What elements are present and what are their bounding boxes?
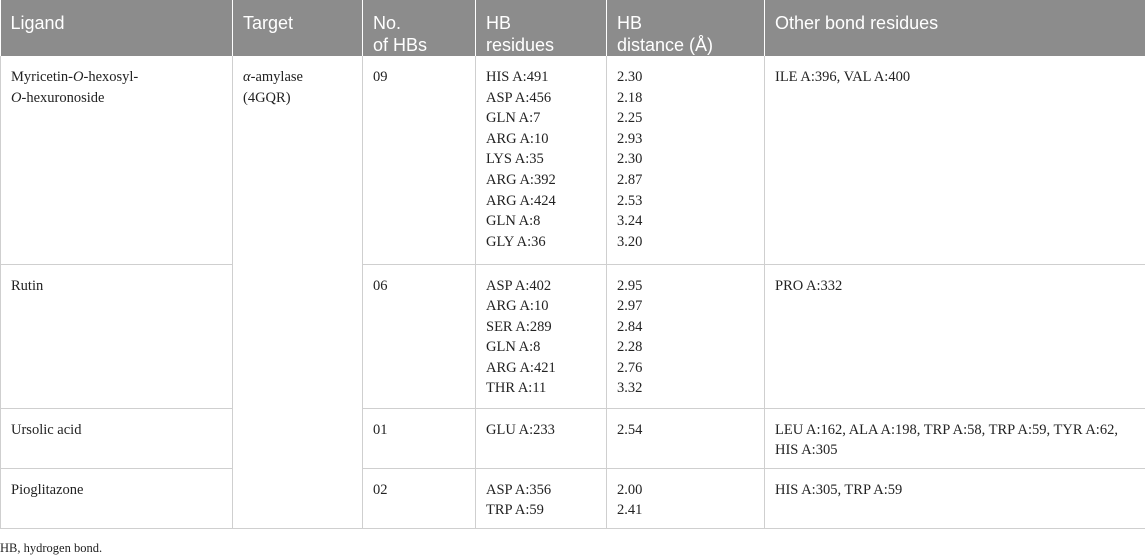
ligand-cell: Myricetin-O-hexosyl- O-hexuronoside (1, 56, 233, 264)
hbs-count-cell: 09 (363, 56, 476, 264)
other-bond-residues-cell: ILE A:396, VAL A:400 (765, 56, 1145, 264)
hb-residues-cell: HIS A:491 ASP A:456 GLN A:7 ARG A:10 LYS A:35 ARG A:392 ARG A:424 GLN A:8 GLY A:36 (476, 56, 607, 264)
hb-residues-cell: ASP A:356 TRP A:59 (476, 468, 607, 528)
hb-distance-cell: 2.00 2.41 (607, 468, 765, 528)
table-row (1, 56, 1145, 264)
table-row (1, 408, 1145, 468)
hb-distance-cell: 2.54 (607, 408, 765, 468)
ligand-cell: Pioglitazone (1, 468, 233, 528)
hbs-count-cell: 01 (363, 408, 476, 468)
target-cell: α-amylase (4GQR) (233, 56, 363, 528)
header-hb-residues: HB residues (476, 0, 607, 56)
ligand-cell: Ursolic acid (1, 408, 233, 468)
hb-distance-cell: 2.95 2.97 2.84 2.28 2.76 3.32 (607, 264, 765, 408)
header-hb-distance: HB distance (Å) (607, 0, 765, 56)
other-bond-residues-cell: PRO A:332 (765, 264, 1145, 408)
table-footnote: HB, hydrogen bond. (0, 541, 103, 555)
header-ligand: Ligand (1, 0, 233, 56)
hb-distance-cell: 2.30 2.18 2.25 2.93 2.30 2.87 2.53 3.24 3.20 (607, 56, 765, 264)
hb-residues-cell: ASP A:402 ARG A:10 SER A:289 GLN A:8 ARG A:421 THR A:11 (476, 264, 607, 408)
hb-residues-cell: GLU A:233 (476, 408, 607, 468)
ligand-cell: Rutin (1, 264, 233, 408)
hbs-count-cell: 02 (363, 468, 476, 528)
table-row (1, 264, 1145, 408)
header-target: Target (233, 0, 363, 56)
table-header-row (1, 0, 1145, 56)
header-other-bond-residues: Other bond residues (765, 0, 1145, 56)
other-bond-residues-cell: HIS A:305, TRP A:59 (765, 468, 1145, 528)
header-number-of-hbs: No. of HBs (363, 0, 476, 56)
other-bond-residues-cell: LEU A:162, ALA A:198, TRP A:58, TRP A:59, TYR A:62, HIS A:305 (765, 408, 1145, 468)
hbs-count-cell: 06 (363, 264, 476, 408)
table-row (1, 468, 1145, 528)
